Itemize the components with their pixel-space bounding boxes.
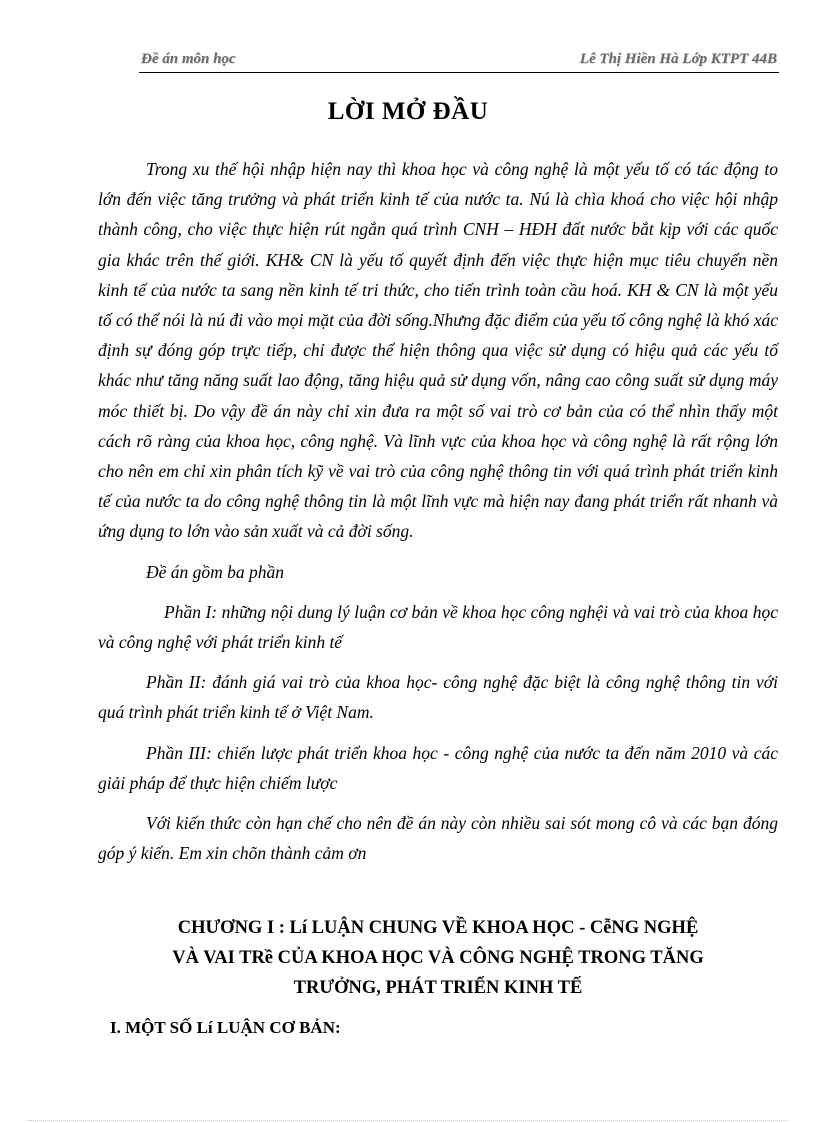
- closing-paragraph: Với kiến thức còn hạn chế cho nên đề án này còn nhiều sai sót mong cô và các bạn đóng góp ý kiến. Em xin chõn thành cảm ơn: [98, 813, 778, 864]
- page-header: [139, 50, 779, 73]
- page-bottom-divider: [28, 1120, 788, 1121]
- introduction-body: [98, 154, 778, 878]
- chapter-heading: [98, 913, 778, 1003]
- chapter-heading-line: VÀ VAI TRề CỦA KHOA HỌC VÀ CÔNG NGHỆ TRONG TĂNG: [172, 948, 704, 968]
- chapter-heading-line: CHƯƠNG I : Lí LUẬN CHUNG VỀ KHOA HỌC - CễNG NGHỆ: [177, 918, 699, 938]
- parts-intro-paragraph: Đề án gồm ba phần: [146, 561, 285, 582]
- part-three-paragraph: Phần III: chiến lược phát triển khoa học - công nghệ của nước ta đến năm 2010 và các giải pháp để thực hiện chiếm lược: [98, 742, 778, 793]
- page-title: LỜI MỞ ĐẦU: [327, 98, 489, 125]
- intro-paragraph: Trong xu thế hội nhập hiện nay thì khoa học và công nghệ là một yếu tố có tác động to lớn đến việc tăng trưởng và phát triển kinh tế của nước ta. Nú là chìa khoá cho việc hội nhập thành công, cho việc thực hiện rút ngắn quá trình CNH – HĐH đất nước bắt kịp với các quốc gia khác trên thế giới. KH& CN là yếu tố quyết định đến việc thực hiện mục tiêu chuyển nền kinh tế của nước ta sang nền kinh tế tri thức, cho tiến trình toàn cầu hoá. KH & CN là một yếu tố có thể nói là nú đi vào mọi mặt của đời sống.Nhưng đặc điểm của yếu tố công nghệ là khó xác định sự đóng góp trực tiếp, chỉ được thể hiện thông qua việc sử dụng có hiệu quả các yếu tố khác như tăng năng suất lao động, tăng hiệu quả sử dụng vốn, nâng cao công suất sử dụng máy móc thiết bị. Do vậy đề án này chỉ xin đưa ra một số vai trò cơ bản của có thể nhìn thấy một cách rõ ràng của khoa học, công nghệ. Và lĩnh vực của khoa học và công nghệ là rất rộng lớn cho nên em chỉ xin phân tích kỹ về vai trò của công nghệ thông tin với quá trình phát triển kinh tế của nước ta do công nghệ thông tin là một lĩnh vực mà hiện nay đang phát triển rất nhanh và ứng dụng to lớn vào sản xuất và cả đời sống.: [98, 159, 778, 542]
- part-two-paragraph: Phần II: đánh giá vai trò của khoa học- công nghệ đặc biệt là công nghệ thông tin với quá trình phát triển kinh tế ở Việt Nam.: [98, 672, 778, 723]
- section-heading: I. MỘT SỐ Lí LUẬN CƠ BẢN:: [110, 1018, 341, 1037]
- header-author-class: Lê Thị Hiền Hà Lớp KTPT 44B: [579, 51, 777, 67]
- part-one-paragraph: Phần I: những nội dung lý luận cơ bản về khoa học công nghệi và vai trò của khoa học và công nghệ với phát triển kinh tế: [98, 601, 778, 653]
- chapter-heading-line: TRƯỞNG, PHÁT TRIỂN KINH TẾ: [293, 978, 583, 998]
- header-course-label: Đề án môn học: [141, 51, 236, 67]
